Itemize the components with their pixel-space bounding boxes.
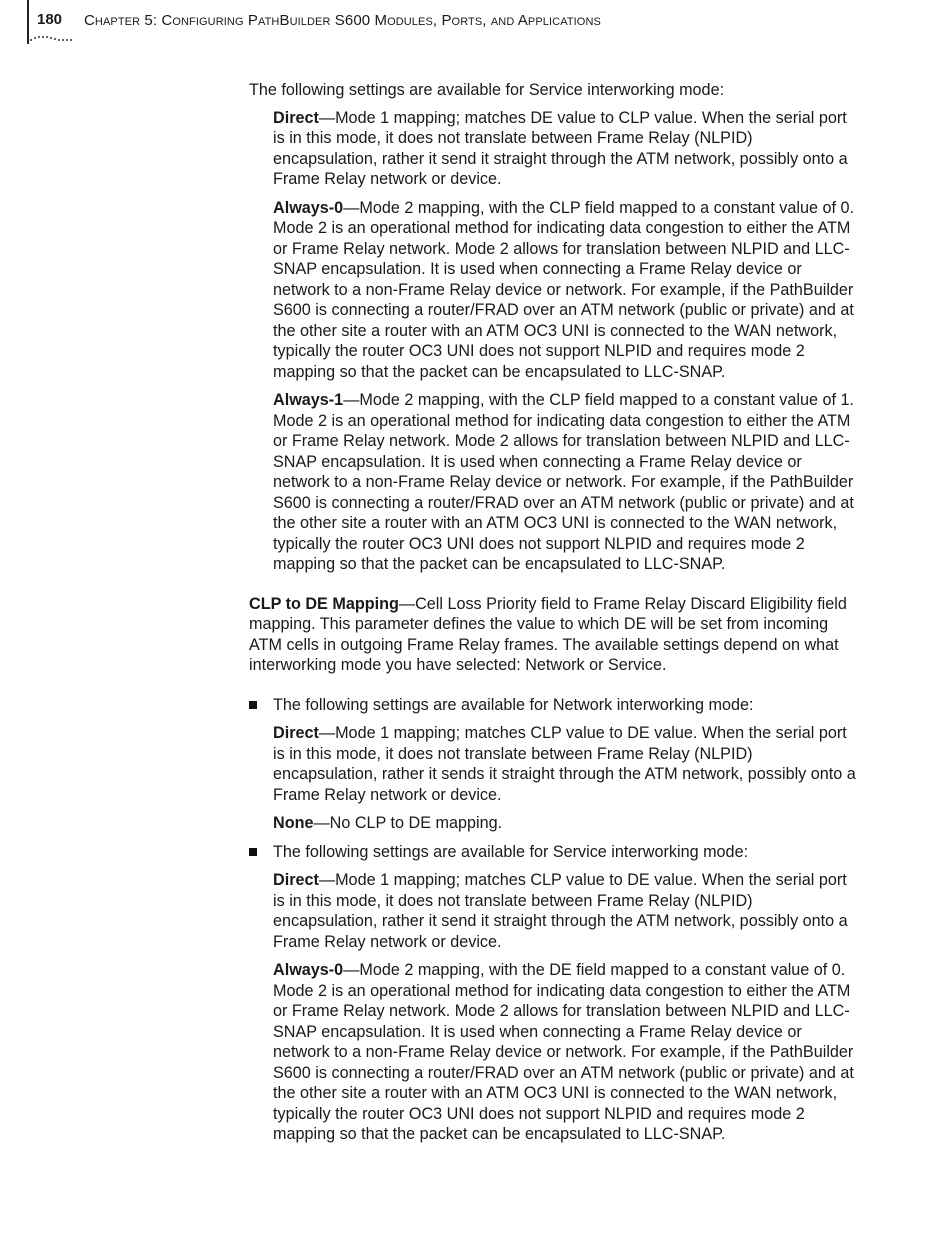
clp-to-de-network-direct [273,723,859,805]
de-to-clp-always-0 [273,198,859,383]
term-direct: Direct [273,871,319,889]
bullet-square-icon [249,848,257,856]
network-mode-intro: The following settings are available for Network interworking mode: [273,695,754,714]
clp-to-de-mapping-paragraph [249,594,859,676]
chapter-title: Chapter 5: Configuring PathBuilder S600 Modules, Ports, and Applications [84,12,601,29]
bullet-square-icon [249,701,257,709]
definition-text: —Cell Loss Priority field to Frame Relay Discard Eligibility field mapping. This parameter defines the value to which DE will be set from incoming ATM cells in outgoing Frame Relay frames. The available settings depend on what interworking mode you have selected: Network or Service. [249,594,847,674]
definition-text: —Mode 1 mapping; matches DE value to CLP value. When the serial port is in this mode, it does not translate between Frame Relay (NLPID) encapsulation, rather it send it straight through the ATM network, possibly onto a Frame Relay network or device. [273,108,848,188]
service-mode-intro-2: The following settings are available for Service interworking mode: [273,842,749,861]
de-to-clp-always-1 [273,390,859,575]
term-none: None [273,814,314,832]
page-header [0,0,950,50]
service-mode-intro: The following settings are available for Service interworking mode: [249,81,725,99]
term-clp-to-de-mapping: CLP to DE Mapping [249,594,399,613]
definition-text: —Mode 2 mapping, with the DE field mapped to a constant value of 0. Mode 2 is an operational method for indicating data congestion to either the ATM or Frame Relay network. Mode 2 allows for translation between NLPID and LLC-SNAP encapsulation. It is used when connecting a Frame Relay device or network to a non-Frame Relay device or network. For example, if the PathBuilder S600 is connecting a router/FRAD over an ATM network (public or private) and at the other site a router with an ATM OC3 UNI is connected to the WAN network, typically the router OC3 UNI does not support NLPID and requires mode 2 mapping so that the packet can be encapsulated to LLC-SNAP. [273,961,854,1143]
header-dotted-rule [29,30,73,44]
page-number: 180 [37,11,63,28]
definition-text: —Mode 2 mapping, with the CLP field mapped to a constant value of 1. Mode 2 is an operational method for indicating data congestion to either the ATM or Frame Relay network. Mode 2 allows for translation between NLPID and LLC-SNAP encapsulation. It is used when connecting a Frame Relay device or network to a non-Frame Relay device or network. For example, if the PathBuilder S600 is connecting a router/FRAD over an ATM network (public or private) and at the other site a router with an ATM OC3 UNI is connected to the WAN network, typically the router OC3 UNI does not support NLPID and requires mode 2 mapping so that the packet can be encapsulated to LLC-SNAP. [273,391,855,573]
definition-text: —Mode 1 mapping; matches CLP value to DE value. When the serial port is in this mode, it does not translate between Frame Relay (NLPID) encapsulation, rather it sends it straight through the ATM network, possibly onto a Frame Relay network or device. [273,724,856,804]
clp-to-de-service-always-0 [273,960,859,1145]
clp-to-de-service-direct [273,870,859,952]
definition-text: —Mode 2 mapping, with the CLP field mapped to a constant value of 0. Mode 2 is an operational method for indicating data congestion to either the ATM or Frame Relay network. Mode 2 allows for translation between NLPID and LLC-SNAP encapsulation. It is used when connecting a Frame Relay device or network to a non-Frame Relay device or network. For example, if the PathBuilder S600 is connecting a router/FRAD over an ATM network (public or private) and at the other site a router with an ATM OC3 UNI is connected to the WAN network, typically the router OC3 UNI does not support NLPID and requires mode 2 mapping so that the packet can be encapsulated to LLC-SNAP. [273,198,855,381]
bullet-service-mode [249,842,859,863]
term-direct: Direct [273,108,319,127]
term-always-0: Always-0 [273,198,344,217]
bullet-network-mode [249,695,859,716]
definition-text: —Mode 1 mapping; matches CLP value to DE value. When the serial port is in this mode, it does not translate between Frame Relay (NLPID) encapsulation, rather it send it straight through the ATM network, possibly onto a Frame Relay network or device. [273,871,848,951]
page-body [249,80,859,1153]
definition-text: —No CLP to DE mapping. [313,814,503,832]
term-direct: Direct [273,724,319,742]
de-to-clp-direct [273,108,859,190]
term-always-0: Always-0 [273,961,344,979]
term-always-1: Always-1 [273,391,344,409]
clp-to-de-network-none [273,813,859,834]
